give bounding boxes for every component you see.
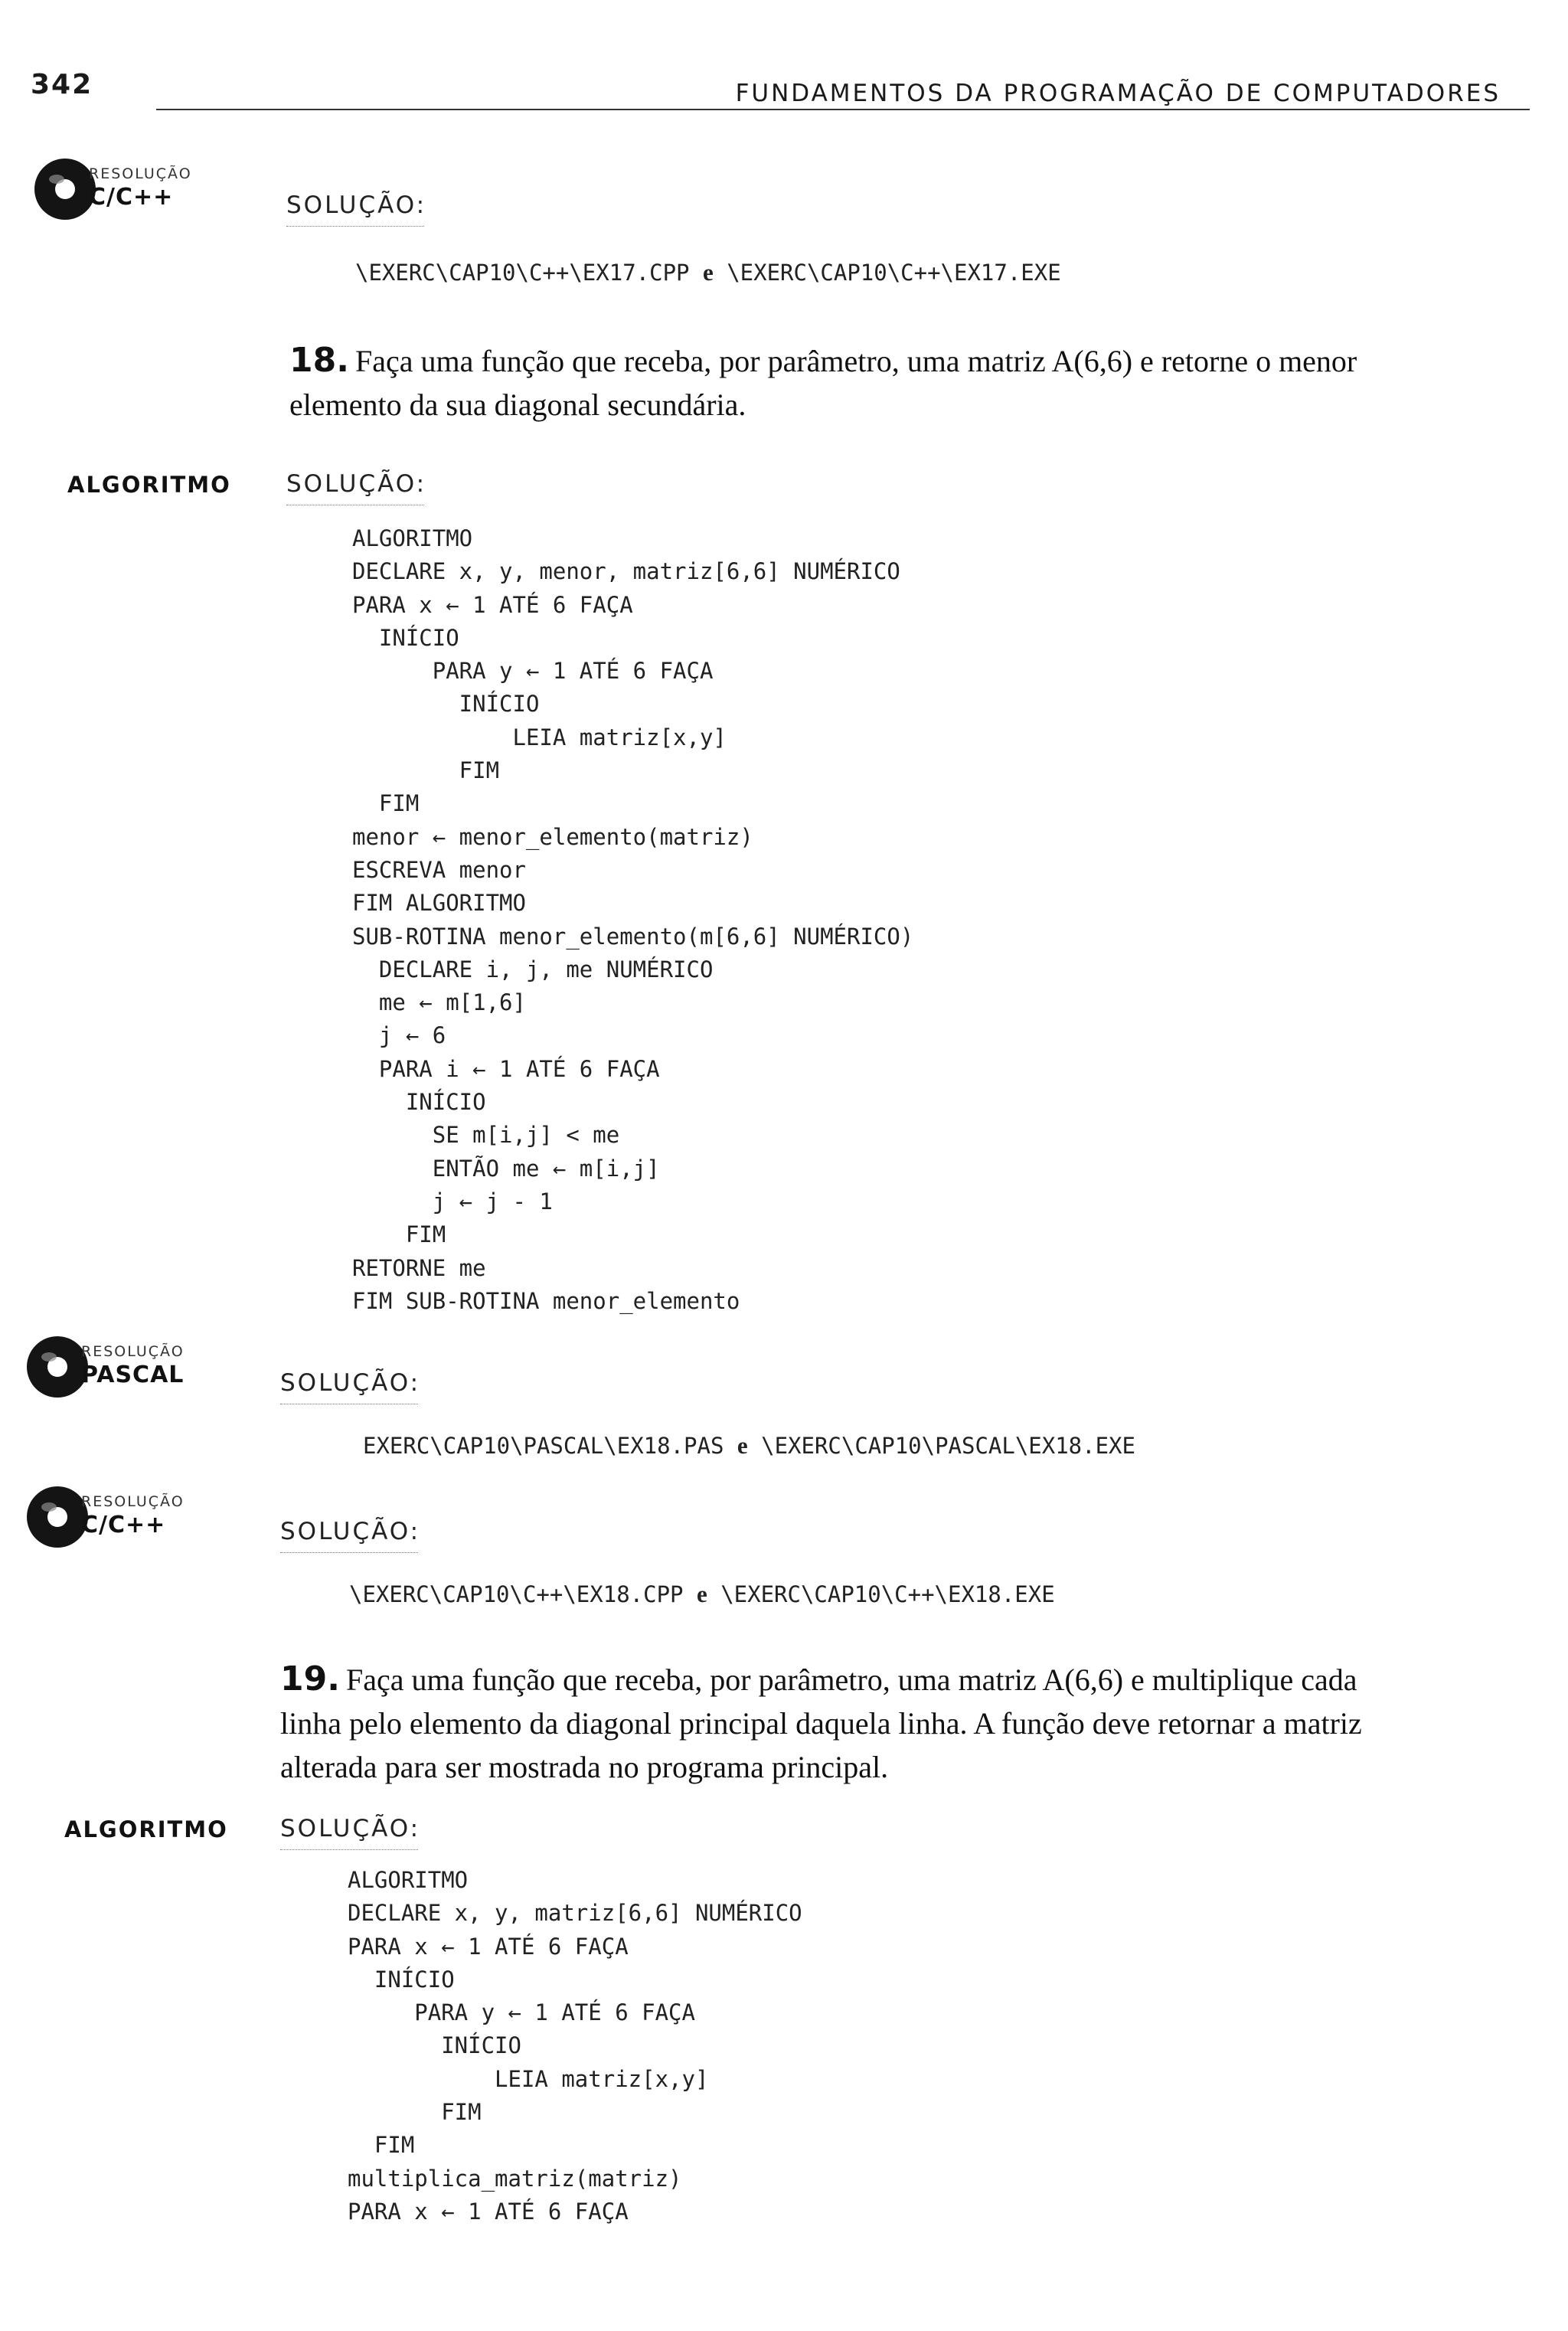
source-path: \EXERC\CAP10\C++\EX18.CPP (349, 1581, 684, 1607)
code-line: PARA x ← 1 ATÉ 6 FAÇA (348, 1933, 629, 1960)
page-header (31, 64, 1501, 110)
code-line: LEIA matriz[x,y] (348, 2065, 709, 2092)
file-path-line (355, 259, 1061, 286)
code-line: FIM ALGORITMO (352, 890, 526, 917)
code-line: me ← m[1,6] (352, 989, 526, 1016)
language-label: C/C++ (81, 1511, 166, 1538)
code-line: ALGORITMO (348, 1867, 469, 1893)
language-label: C/C++ (89, 183, 174, 211)
header-rule (156, 109, 1530, 110)
solucao-heading: SOLUÇÃO: (286, 470, 427, 498)
algorithm-19-code (348, 1864, 802, 2228)
code-line: multiplica_matriz(matriz) (348, 2165, 682, 2192)
code-line: j ← j - 1 (352, 1188, 553, 1215)
language-label: PASCAL (81, 1361, 185, 1388)
exercise-number: 19. (280, 1659, 340, 1698)
solucao-heading: SOLUÇÃO: (280, 1518, 421, 1545)
code-line: INÍCIO (348, 1966, 455, 1993)
code-line: SE m[i,j] < me (352, 1122, 620, 1149)
running-title: FUNDAMENTOS DA PROGRAMAÇÃO DE COMPUTADORES (735, 80, 1501, 107)
resolucao-label: RESOLUÇÃO (81, 1342, 185, 1360)
file-path-line (349, 1581, 1055, 1608)
connector: e (702, 259, 714, 286)
algoritmo-tag: ALGORITMO (67, 472, 231, 498)
exe-path: \EXERC\CAP10\C++\EX18.EXE (720, 1581, 1055, 1607)
resolucao-cpp-badge (31, 153, 192, 222)
statement-line: linha pelo elemento da diagonal principal daquela linha. A função deve retornar a matriz (280, 1706, 1362, 1741)
exe-path: \EXERC\CAP10\C++\EX17.EXE (727, 260, 1061, 286)
connector: e (737, 1432, 748, 1459)
exe-path: \EXERC\CAP10\PASCAL\EX18.EXE (761, 1433, 1135, 1459)
code-line: RETORNE me (352, 1254, 486, 1281)
algoritmo-tag: ALGORITMO (64, 1816, 228, 1842)
code-line: SUB-ROTINA menor_elemento(m[6,6] NUMÉRICO) (352, 923, 914, 950)
code-line: FIM (348, 2132, 415, 2159)
code-line: PARA x ← 1 ATÉ 6 FAÇA (348, 2198, 629, 2225)
code-line: PARA i ← 1 ATÉ 6 FAÇA (352, 1055, 660, 1082)
source-path: EXERC\CAP10\PASCAL\EX18.PAS (363, 1433, 724, 1459)
code-line: FIM (352, 757, 500, 784)
code-line: DECLARE i, j, me NUMÉRICO (352, 956, 714, 982)
code-line: PARA y ← 1 ATÉ 6 FAÇA (352, 658, 714, 685)
source-path: \EXERC\CAP10\C++\EX17.CPP (355, 260, 690, 286)
code-line: FIM (352, 790, 420, 817)
code-line: INÍCIO (348, 2032, 521, 2059)
code-line: FIM SUB-ROTINA menor_elemento (352, 1287, 740, 1314)
code-line: DECLARE x, y, matriz[6,6] NUMÉRICO (348, 1900, 802, 1927)
exercise-number: 18. (289, 341, 349, 380)
statement-line: elemento da sua diagonal secundária. (289, 387, 746, 422)
code-line: INÍCIO (352, 691, 540, 718)
solucao-heading: SOLUÇÃO: (280, 1369, 421, 1397)
statement-line: Faça uma função que receba, por parâmetro, uma matriz A(6,6) e multiplique cada (345, 1662, 1357, 1697)
exercise-19-statement (280, 1657, 1499, 1789)
code-line: menor ← menor_elemento(matriz) (352, 823, 753, 850)
code-line: ESCREVA menor (352, 856, 526, 883)
code-line: INÍCIO (352, 624, 459, 651)
code-line: DECLARE x, y, menor, matriz[6,6] NUMÉRICO (352, 558, 900, 585)
exercise-18-statement (289, 338, 1499, 427)
code-line: ENTÃO me ← m[i,j] (352, 1155, 660, 1182)
statement-line: alterada para ser mostrada no programa principal. (280, 1750, 889, 1784)
resolucao-label: RESOLUÇÃO (81, 1492, 185, 1510)
algorithm-18-code (352, 522, 913, 1318)
resolucao-label: RESOLUÇÃO (89, 165, 192, 182)
code-line: j ← 6 (352, 1022, 446, 1049)
code-line: LEIA matriz[x,y] (352, 724, 727, 750)
code-line: FIM (348, 2099, 482, 2126)
page-number: 342 (31, 69, 93, 100)
statement-line: Faça uma função que receba, por parâmetro, uma matriz A(6,6) e retorne o menor (354, 344, 1357, 378)
code-line: INÍCIO (352, 1089, 486, 1116)
code-line: ALGORITMO (352, 525, 473, 551)
solucao-heading: SOLUÇÃO: (280, 1815, 421, 1842)
code-line: PARA x ← 1 ATÉ 6 FAÇA (352, 591, 633, 618)
solucao-heading: SOLUÇÃO: (286, 191, 427, 219)
resolucao-cpp-badge (23, 1481, 185, 1550)
code-line: FIM (352, 1221, 446, 1248)
code-line: PARA y ← 1 ATÉ 6 FAÇA (348, 1999, 695, 2026)
resolucao-pascal-badge (23, 1331, 185, 1400)
file-path-line (363, 1432, 1135, 1460)
connector: e (696, 1581, 707, 1607)
